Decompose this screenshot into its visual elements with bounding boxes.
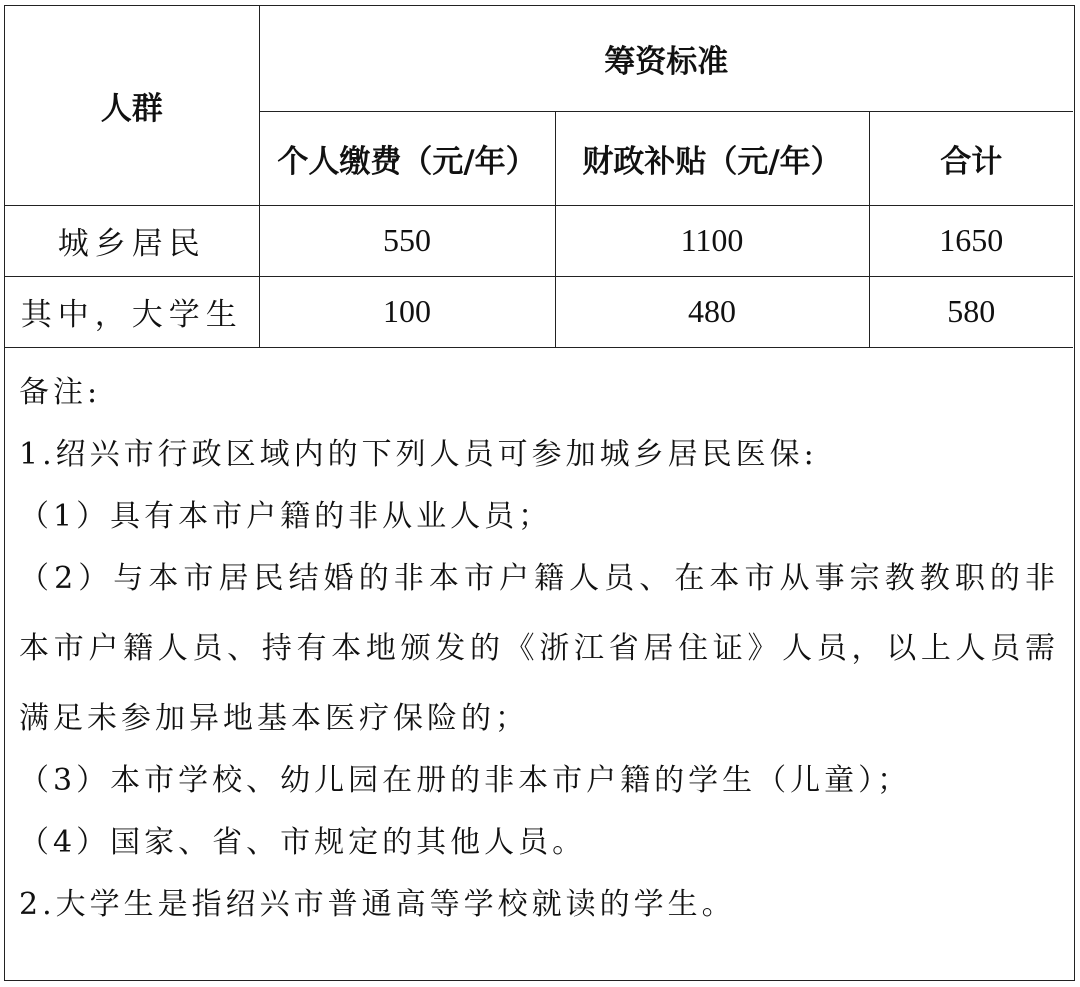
notes-item-1: 1.绍兴市行政区域内的下列人员可参加城乡居民医保: <box>19 437 818 472</box>
notes-sub-item-4: （4）国家、省、市规定的其他人员。 <box>19 825 587 860</box>
row-personal-value: 100 <box>259 276 555 347</box>
notes-section <box>5 347 1073 940</box>
header-funding-standard: 筹资标准 <box>259 6 1073 111</box>
notes-title: 备注: <box>19 375 102 410</box>
row-subsidy-value: 1100 <box>555 205 869 276</box>
header-total: 合计 <box>869 111 1073 205</box>
table-row <box>5 205 1073 276</box>
row-group-label: 城乡居民 <box>5 205 259 276</box>
row-subsidy-value: 480 <box>555 276 869 347</box>
notes-sub-item-3: （3）本市学校、幼儿园在册的非本市户籍的学生（儿童）； <box>19 763 912 798</box>
row-group-label: 其中，大学生 <box>5 276 259 347</box>
header-fiscal-subsidy: 财政补贴（元/年） <box>555 111 869 205</box>
notes-item-2: 2.大学生是指绍兴市普通高等学校就读的学生。 <box>19 887 736 922</box>
row-total-value: 580 <box>869 276 1073 347</box>
row-total-value: 1650 <box>869 205 1073 276</box>
notes-sub-item-1: （1）具有本市户籍的非从业人员； <box>19 499 553 534</box>
table-row <box>5 276 1073 347</box>
insurance-funding-table-sheet <box>4 5 1075 981</box>
header-personal-payment: 个人缴费（元/年） <box>259 111 555 205</box>
header-population-group: 人群 <box>5 6 259 205</box>
row-personal-value: 550 <box>259 205 555 276</box>
funding-standard-table <box>5 6 1073 348</box>
notes-sub-item-2: （2）与本市居民结婚的非本市户籍人员、在本市从事宗教教职的非本市户籍人员、持有本地颁发的《浙江省居住证》人员，以上人员需满足未参加异地基本医疗保险的； <box>19 561 1059 736</box>
